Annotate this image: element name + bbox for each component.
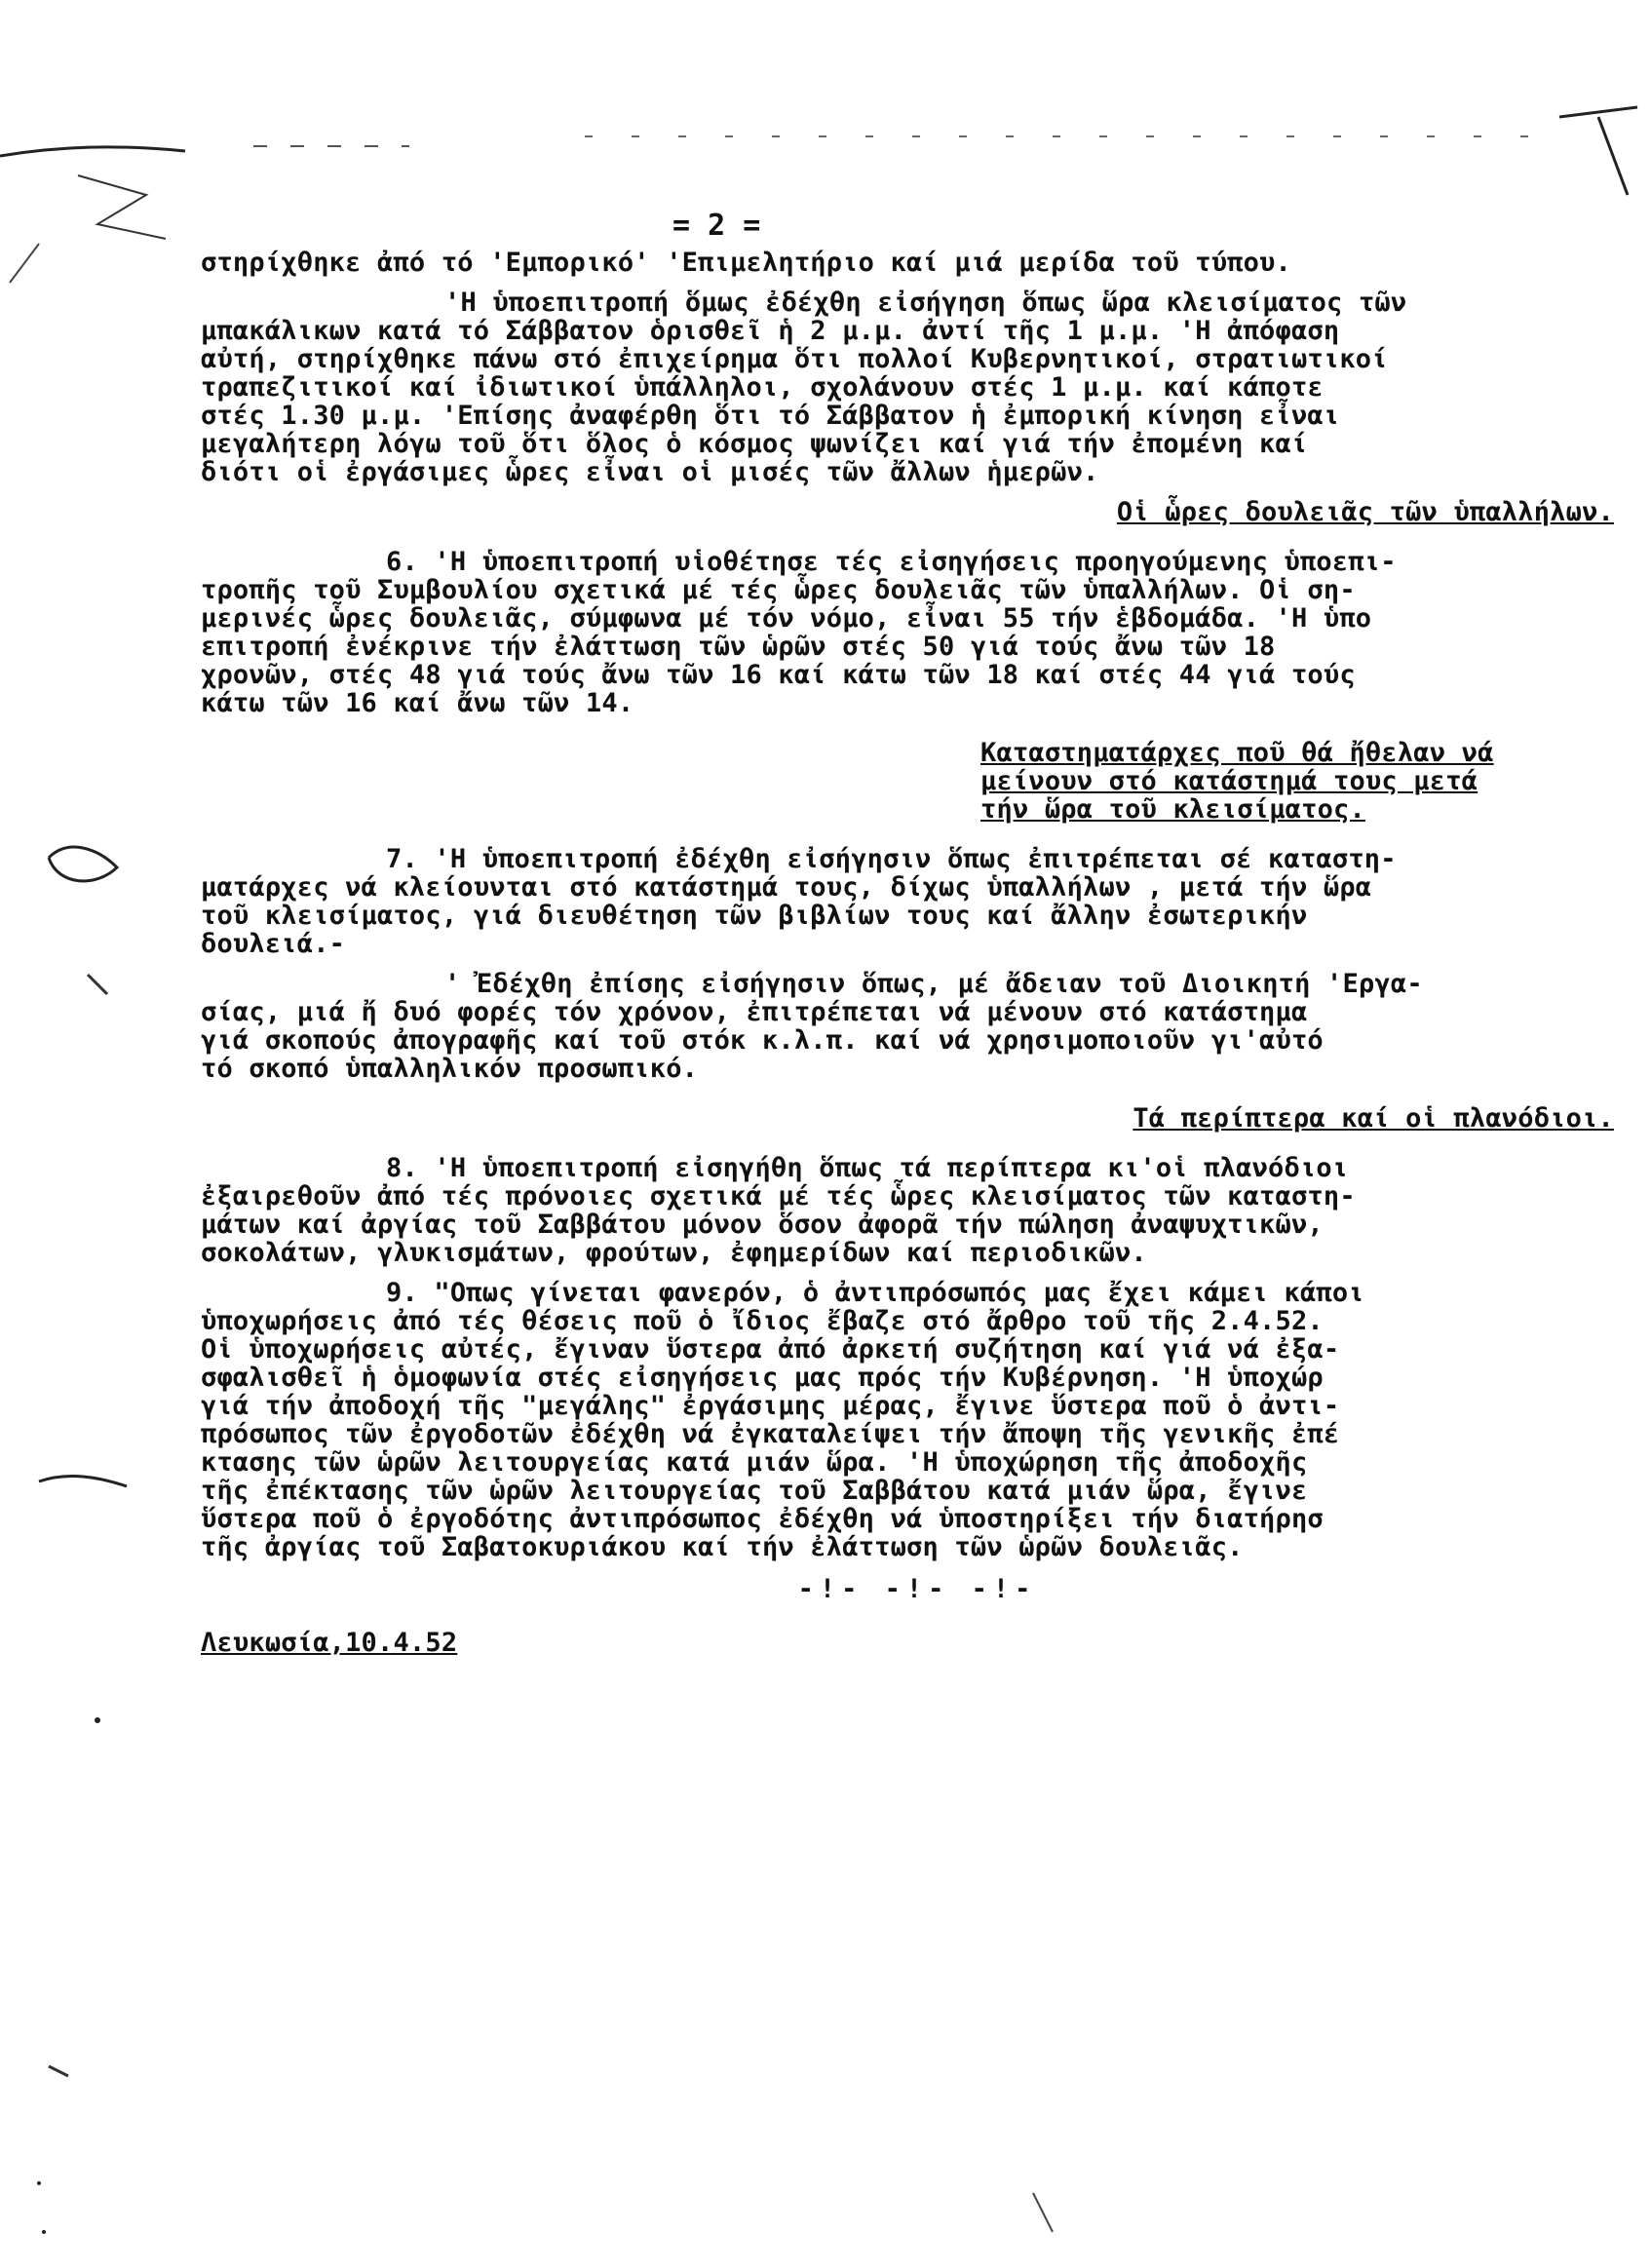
heading-line: Καταστηματάρχες ποῦ θά ἤθελαν νά: [980, 738, 1494, 768]
text-line: τό σκοπό ὑπαλληλικόν προσωπικό.: [201, 1054, 699, 1084]
paragraph-6: [201, 548, 1633, 717]
text-line: γιά τήν ἀποδοχή τῆς "μεγάλης" ἐργάσιμης μέρας, ἔγινε ὕστερα ποῦ ὁ ἀντι-: [201, 1391, 1340, 1421]
text-line: κάτω τῶν 16 καί ἄνω τῶν 14.: [201, 688, 634, 718]
text-line: ὕστερα ποῦ ὁ ἐργοδότης ἀντιπρόσωπος ἐδέχθη νά ὑποστηρίξει τήν διατήρησ: [201, 1504, 1324, 1534]
paragraph-7b: [201, 970, 1633, 1083]
text-line: Οἱ ὑποχωρήσεις αὐτές, ἔγιναν ὕστερα ἀπό ἀρκετή συζήτηση καί γιά νά ἐξα-: [201, 1334, 1340, 1365]
paragraph-8: [201, 1154, 1633, 1267]
text-line: πρόσωπος τῶν ἐργοδοτῶν ἐδέχθη νά ἐγκαταλείψει τήν ἄποψη τῆς γενικῆς ἐπέ: [201, 1419, 1340, 1449]
text-line: τροπῆς τοῦ Συμβουλίου σχετικά μέ τές ὧρες δουλειᾶς τῶν ὑπαλλήλων. Οἱ ση-: [201, 575, 1356, 605]
paragraph-intro: [201, 249, 1633, 277]
text-line: δουλειά.-: [201, 929, 346, 959]
section-separator: -!- -!- -!-: [797, 1574, 1037, 1604]
text-line: ἐξαιρεθοῦν ἀπό τές πρόνοιες σχετικά μέ τές ὧρες κλεισίματος τῶν καταστη-: [201, 1181, 1356, 1211]
text-line: σίας, μιά ἤ δυό φορές τόν χρόνον, ἐπιτρέπεται νά μένουν στό κατάστημα: [201, 997, 1308, 1027]
text-line: διότι οἱ ἐργάσιμες ὧρες εἶναι οἱ μισές τῶν ἄλλων ἡμερῶν.: [201, 457, 1099, 487]
document-body: [201, 249, 1633, 1657]
text-line: χρονῶν, στές 48 γιά τούς ἄνω τῶν 16 καί κάτω τῶν 18 καί στές 44 γιά τούς: [201, 660, 1356, 690]
text-line: ὑποχωρήσεις ἀπό τές θέσεις ποῦ ὁ ἴδιος ἔβαζε στό ἄρθρο τοῦ τῆς 2.4.52.: [201, 1306, 1324, 1336]
page-number: = 2 =: [672, 209, 761, 243]
text-line: 8. 'Η ὑποεπιτροπή εἰσηγήθη ὅπως τά περίπτερα κι'οἱ πλανόδιοι: [386, 1153, 1349, 1183]
text-line: μπακάλικων κατά τό Σάββατον ὁρισθεῖ ἡ 2 μ.μ. ἀντί τῆς 1 μ.μ. 'Η ἀπόφαση: [201, 316, 1340, 346]
section-heading-working-hours: Οἱ ὧρες δουλειᾶς τῶν ὑπαλλήλων.: [1116, 497, 1614, 527]
paragraph-7: [201, 845, 1633, 958]
text-line: τραπεζιτικοί καί ἰδιωτικοί ὑπάλληλοι, σχολάνουν στές 1 μ.μ. καί κάποτε: [201, 372, 1324, 403]
text-line: σοκολάτων, γλυκισμάτων, φρούτων, ἐφημερίδων καί περιοδικῶν.: [201, 1238, 1147, 1268]
text-line: σφαλισθεῖ ἡ ὁμοφωνία στές εἰσηγήσεις μας πρός τήν Κυβέρνηση. 'Η ὑποχώρ: [201, 1363, 1324, 1393]
paragraph-9: [201, 1279, 1633, 1561]
text-line: κτασης τῶν ὡρῶν λειτουργείας κατά μιάν ὥρα. 'Η ὑποχώρηση τῆς ἀποδοχῆς: [201, 1447, 1308, 1478]
text-line: τῆς ἀργίας τοῦ Σαβατοκυριάκου καί τήν ἐλάττωση τῶν ὡρῶν δουλειᾶς.: [201, 1532, 1244, 1562]
text-line: στές 1.30 μ.μ. 'Επίσης ἀναφέρθη ὅτι τό Σάββατον ἡ ἐμπορική κίνηση εἶναι: [201, 401, 1340, 431]
text-line: ' Ἐδέχθη ἐπίσης εἰσήγησιν ὅπως, μέ ἄδειαν τοῦ Διοικητή 'Εργα-: [444, 969, 1423, 999]
text-line: γιά σκοπούς ἀπογραφῆς καί τοῦ στόκ κ.λ.π. καί νά χρησιμοποιοῦν γι'αὐτό: [201, 1025, 1324, 1056]
text-line: επιτροπή ἐνέκρινε τήν ἐλάττωση τῶν ὡρῶν στές 50 γιά τούς ἄνω τῶν 18: [201, 632, 1276, 662]
text-line: ματάρχες νά κλείουνται στό κατάστημά τους, δίχως ὑπαλλήλων , μετά τήν ὥρα: [201, 872, 1372, 903]
text-line: μάτων καί ἀργίας τοῦ Σαββάτου μόνον ὅσον ἀφορᾶ τήν πώληση ἀναψυχτικῶν,: [201, 1210, 1324, 1240]
paragraph-5-continued: [201, 288, 1633, 486]
text-line: μερινές ὧρες δουλειᾶς, σύμφωνα μέ τόν νόμο, εἶναι 55 τήν ἑβδομάδα. 'Η ὑπο: [201, 603, 1372, 634]
text-line: 9. "Οπως γίνεται φανερόν, ὁ ἀντιπρόσωπός μας ἔχει κάμει κάποι: [386, 1278, 1364, 1308]
text-line: τοῦ κλεισίματος, γιά διευθέτηση τῶν βιβλίων τους καί ἄλλην ἐσωτερικήν: [201, 901, 1308, 931]
text-line: 'Η ὑποεπιτροπή ὅμως ἐδέχθη εἰσήγηση ὅπως ὥρα κλεισίματος τῶν: [444, 288, 1407, 318]
heading-line: μείνουν στό κατάστημά τους μετά: [980, 766, 1478, 796]
text-line: αὐτή, στηρίχθηκε πάνω στό ἐπιχείρημα ὅτι πολλοί Κυβερνητικοί, στρατιωτικοί: [201, 344, 1388, 374]
place-date-signature: Λευκωσία,10.4.52: [201, 1628, 458, 1658]
text-line: 6. 'Η ὑποεπιτροπή υἱοθέτησε τές εἰσηγήσεις προηγούμενης ὑποεπι-: [386, 547, 1397, 577]
section-heading-kiosks: Τά περίπτερα καί οἱ πλανόδιοι.: [1133, 1103, 1614, 1134]
text-line: 7. 'Η ὑποεπιτροπή ἐδέχθη εἰσήγησιν ὅπως ἐπιτρέπεται σέ καταστη-: [386, 844, 1397, 874]
heading-line: τήν ὥρα τοῦ κλεισίματος.: [980, 794, 1365, 825]
text-line: μεγαλήτερη λόγω τοῦ ὅτι ὅλος ὁ κόσμος ψωνίζει καί γιά τήν ἐπομένη καί: [201, 429, 1308, 459]
text-line: τῆς ἐπέκτασης τῶν ὡρῶν λειτουργείας τοῦ Σαββάτου κατά μιάν ὥρα, ἔγινε: [201, 1476, 1308, 1506]
section-heading-shopkeepers: [201, 739, 1633, 824]
text-line: στηρίχθηκε ἀπό τό 'Εμπορικό' 'Επιμελητήριο καί μιά μερίδα τοῦ τύπου.: [201, 248, 1291, 278]
